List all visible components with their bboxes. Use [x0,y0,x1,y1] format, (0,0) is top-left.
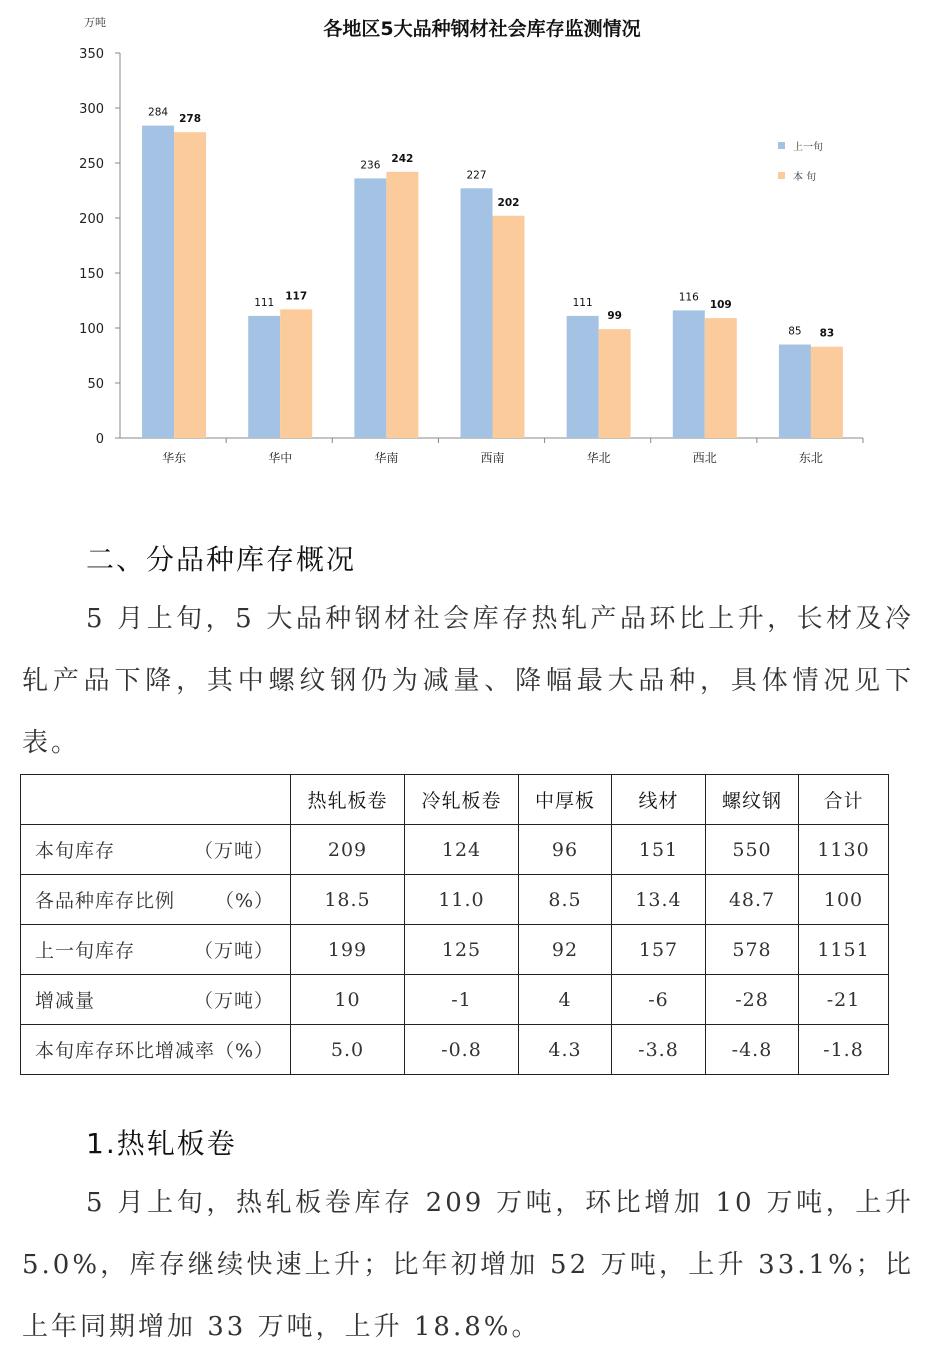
table-cell: 151 [612,825,706,875]
table-header-cell: 螺纹钢 [706,775,799,825]
x-category-label: 华东 [162,451,187,465]
x-category-label: 西北 [692,451,717,465]
y-tick-label: 0 [95,432,104,447]
bar-prev-period [673,310,705,438]
paragraph-hot-rolled: 5 月上旬，热轧板卷库存 209 万吨，环比增加 10 万吨，上升 5.0%，库存继续快速上升；比年初增加 52 万吨，上升 33.1%；比上年同期增加 33 万吨，上升 18.8%。 [22,1188,914,1342]
table-cell: 100 [799,875,889,925]
row-label-text: 本旬库存环比增减率（%） [35,1040,275,1062]
table-cell: -1.8 [799,1025,889,1075]
row-unit: （万吨） [193,840,274,862]
table-cell: 48.7 [706,875,799,925]
bar-prev-period [248,316,280,438]
bar-value-label: 117 [285,290,308,303]
table-cell: 209 [291,825,405,875]
row-label-text: 本旬库存 [35,840,116,862]
x-category-label: 华北 [586,451,611,465]
row-label-text: 上一旬库存 [35,940,136,962]
legend-label-current: 本 旬 [793,172,817,183]
x-category-label: 华中 [268,451,293,465]
row-label [21,1025,291,1075]
bar-prev-period [567,316,599,438]
table-cell: 92 [519,925,612,975]
table-cell: -21 [799,975,889,1025]
bar-value-label: 99 [607,310,622,323]
bar-value-label: 83 [819,327,835,340]
table-row [21,925,889,975]
row-label-text: 各品种库存比例 [35,890,176,912]
y-tick-label: 350 [79,47,104,62]
bar-value-label: 111 [254,296,275,309]
table-cell: 11.0 [405,875,519,925]
row-label [21,875,291,925]
table-cell: 4 [519,975,612,1025]
table-cell: 124 [405,825,519,875]
bar-value-label: 236 [360,159,381,172]
row-unit: （万吨） [193,940,274,962]
bar-value-label: 116 [678,291,699,304]
table-cell: -28 [706,975,799,1025]
table-cell: 1130 [799,825,889,875]
bar-prev-period [779,345,811,439]
bar-current-period [599,329,631,438]
bar-value-label: 242 [391,152,414,165]
row-label [21,975,291,1025]
bar-value-label: 111 [572,296,593,309]
table-cell: 18.5 [291,875,405,925]
bar-prev-period [354,178,386,438]
table-cell: 10 [291,975,405,1025]
table-cell: 4.3 [519,1025,612,1075]
table-row [21,825,889,875]
chart-title: 各地区5大品种钢材社会库存监测情况 [323,18,641,40]
y-tick-label: 100 [79,322,104,337]
table-header-row [21,775,889,825]
table-cell: 96 [519,825,612,875]
table-header-cell: 线材 [612,775,706,825]
table-header-cell: 合计 [799,775,889,825]
table-cell: 13.4 [612,875,706,925]
table-header-cell [21,775,291,825]
bar-current-period [174,132,206,438]
bar-value-label: 85 [788,325,802,338]
table-cell: 8.5 [519,875,612,925]
row-label-text: 增减量 [35,990,96,1012]
table-cell: 1151 [799,925,889,975]
paragraph-varieties: 5 月上旬，5 大品种钢材社会库存热轧产品环比上升，长材及冷轧产品下降，其中螺纹钢仍为减量、降幅最大品种，具体情况见下表。 [22,604,914,758]
table-cell: 157 [612,925,706,975]
bar-prev-period [142,126,174,438]
bar-current-period [386,172,418,438]
y-tick-label: 150 [79,267,104,282]
legend-label-prev: 上一旬 [793,142,823,153]
table-cell: 550 [706,825,799,875]
inventory-table [20,774,889,1075]
bar-chart [0,0,925,490]
bar-value-label: 284 [148,106,169,119]
x-category-label: 东北 [798,451,823,465]
table-header-cell: 中厚板 [519,775,612,825]
legend-swatch-current [778,172,785,179]
y-tick-label: 200 [79,212,104,227]
table-cell: -6 [612,975,706,1025]
y-axis-unit: 万吨 [84,16,106,29]
row-label [21,925,291,975]
y-tick-label: 50 [87,377,104,392]
table-cell: 199 [291,925,405,975]
table-cell: -4.8 [706,1025,799,1075]
x-category-label: 西南 [480,451,505,465]
bar-current-period [280,309,312,438]
table-cell: 125 [405,925,519,975]
table-row [21,875,889,925]
bar-current-period [705,318,737,438]
legend-swatch-prev [778,142,785,149]
bar-value-label: 202 [497,196,520,209]
table-cell: 5.0 [291,1025,405,1075]
bar-value-label: 278 [179,113,202,126]
row-unit: （%） [214,890,274,912]
row-unit: （万吨） [193,990,274,1012]
table-cell: -3.8 [612,1025,706,1075]
table-header-cell: 冷轧板卷 [405,775,519,825]
row-label [21,825,291,875]
table-row [21,975,889,1025]
bar-current-period [811,347,843,438]
table-cell: -0.8 [405,1025,519,1075]
y-tick-label: 250 [79,157,104,172]
bar-value-label: 227 [466,169,487,182]
section-heading-hot-rolled: 1.热轧板卷 [86,1127,237,1160]
section-heading-varieties: 二、分品种库存概况 [86,543,357,576]
x-category-label: 华南 [374,451,399,465]
y-tick-label: 300 [79,102,104,117]
bar-current-period [493,216,525,438]
bar-value-label: 109 [709,299,732,312]
table-cell: -1 [405,975,519,1025]
chart-legend [778,140,823,183]
table-header-cell: 热轧板卷 [291,775,405,825]
bar-prev-period [461,188,493,438]
table-row [21,1025,889,1075]
table-cell: 578 [706,925,799,975]
